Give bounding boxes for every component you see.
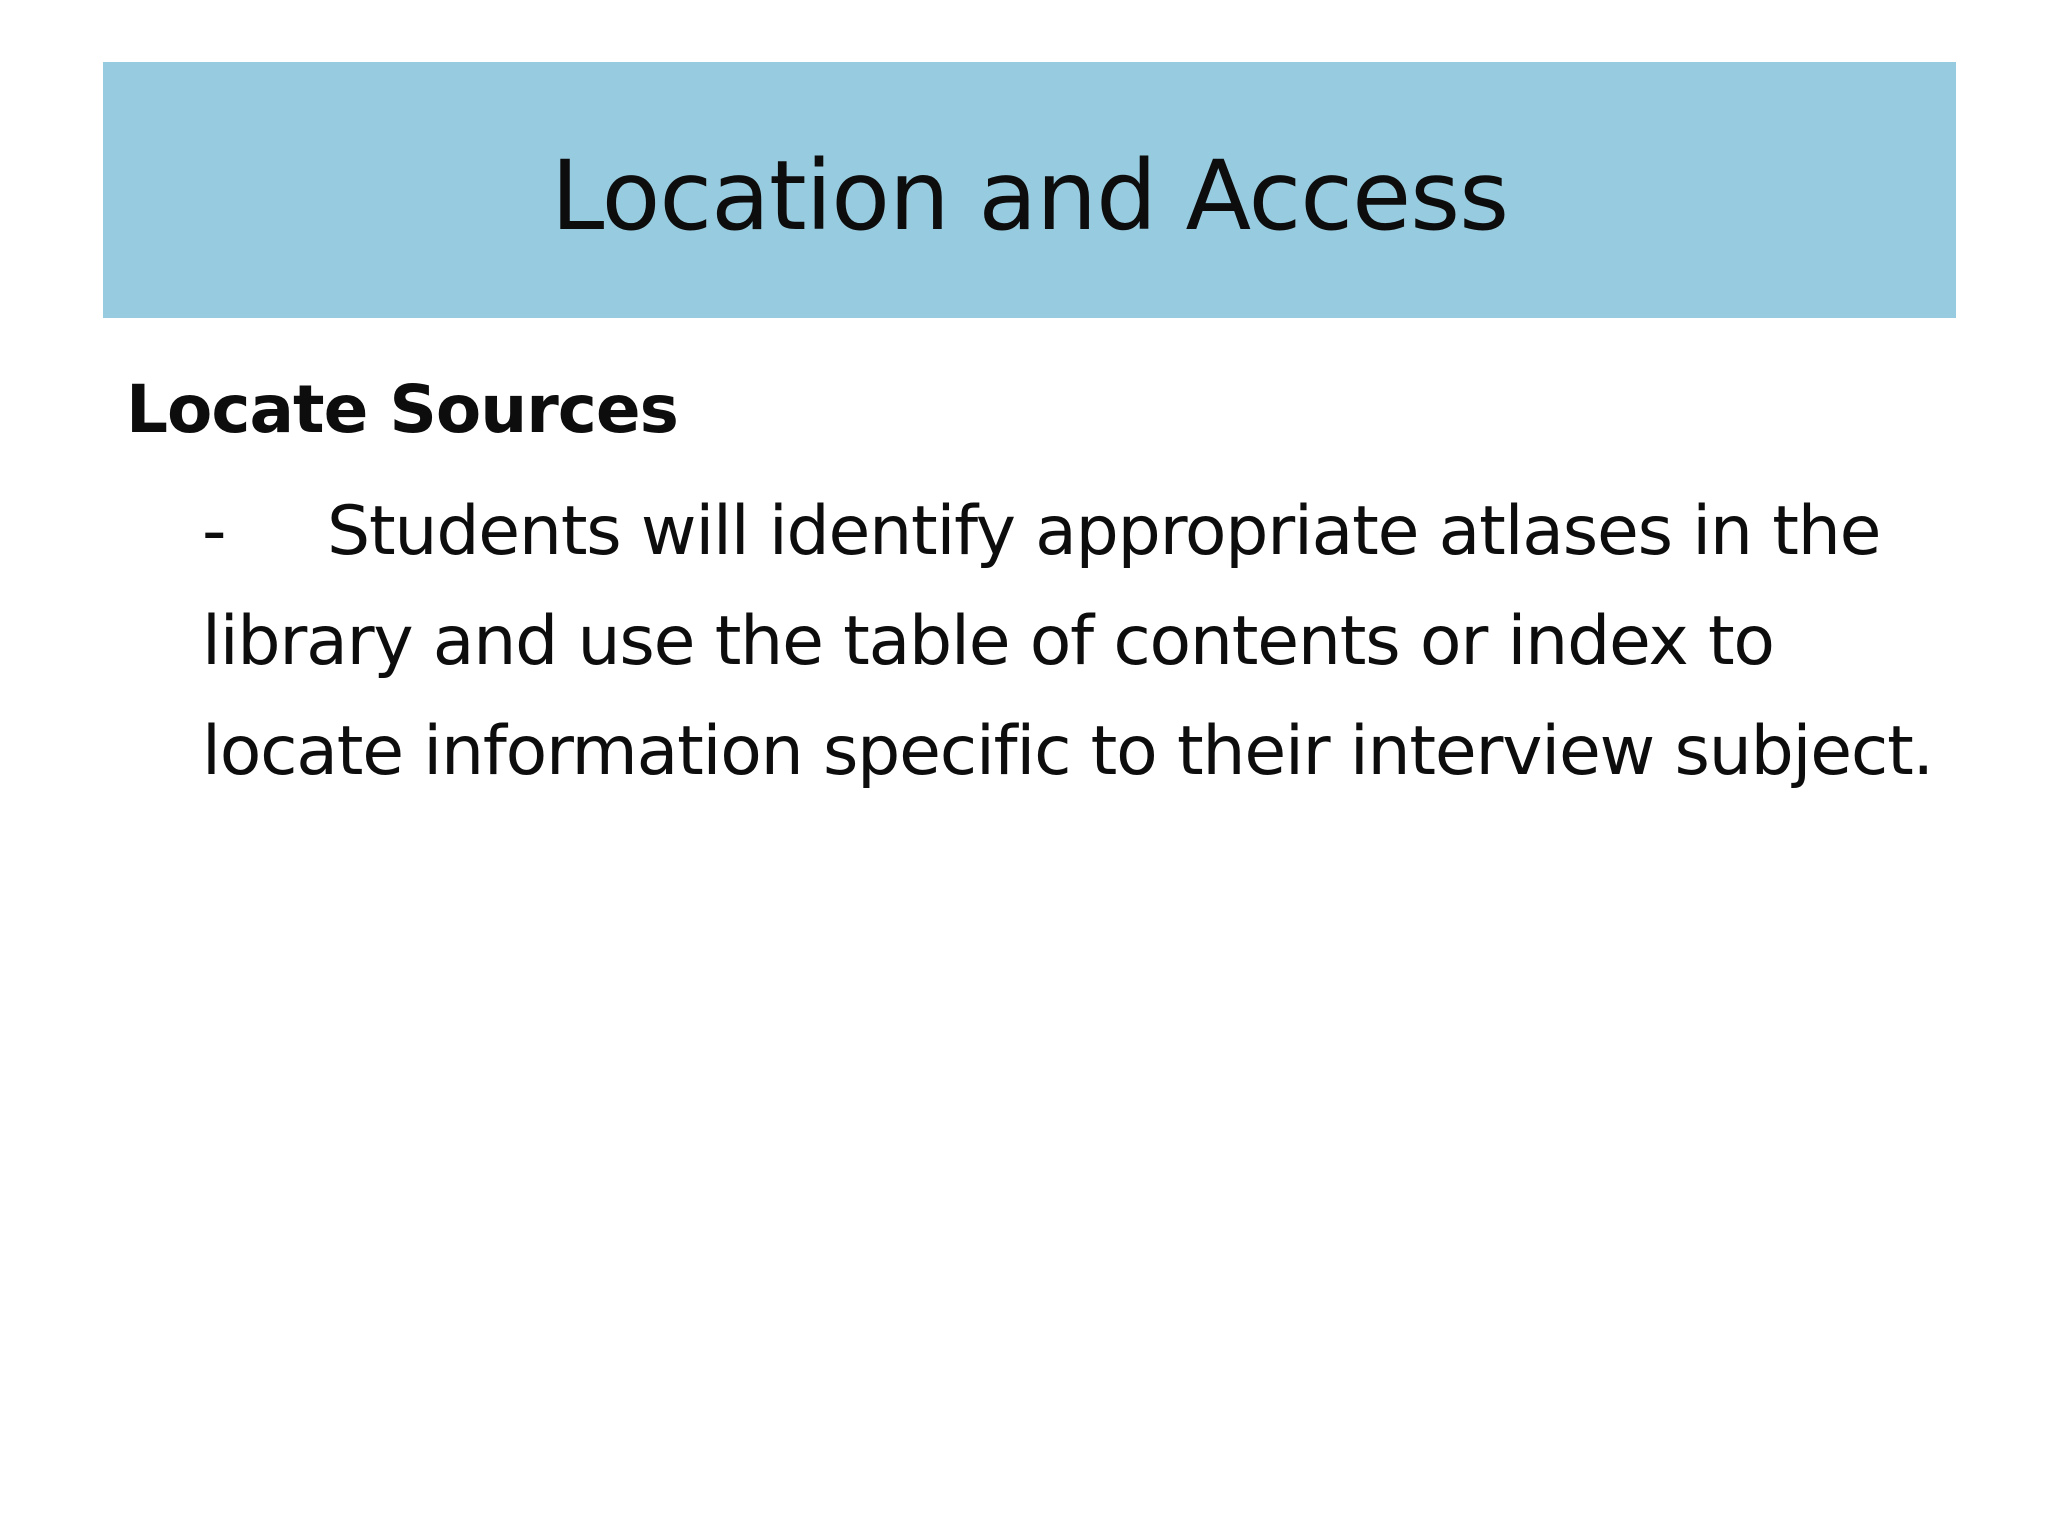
slide-title: Location and Access xyxy=(550,140,1509,252)
bullet-text: Students will identify appropriate atlases in the library and use the table of contents or index to locate information specific to their interview subject. xyxy=(202,492,1933,792)
bullet-item xyxy=(202,477,1972,807)
title-band xyxy=(103,62,1956,318)
bullet-marker: - xyxy=(202,492,226,572)
section-heading: Locate Sources xyxy=(126,371,678,448)
slide-content xyxy=(126,370,1933,807)
